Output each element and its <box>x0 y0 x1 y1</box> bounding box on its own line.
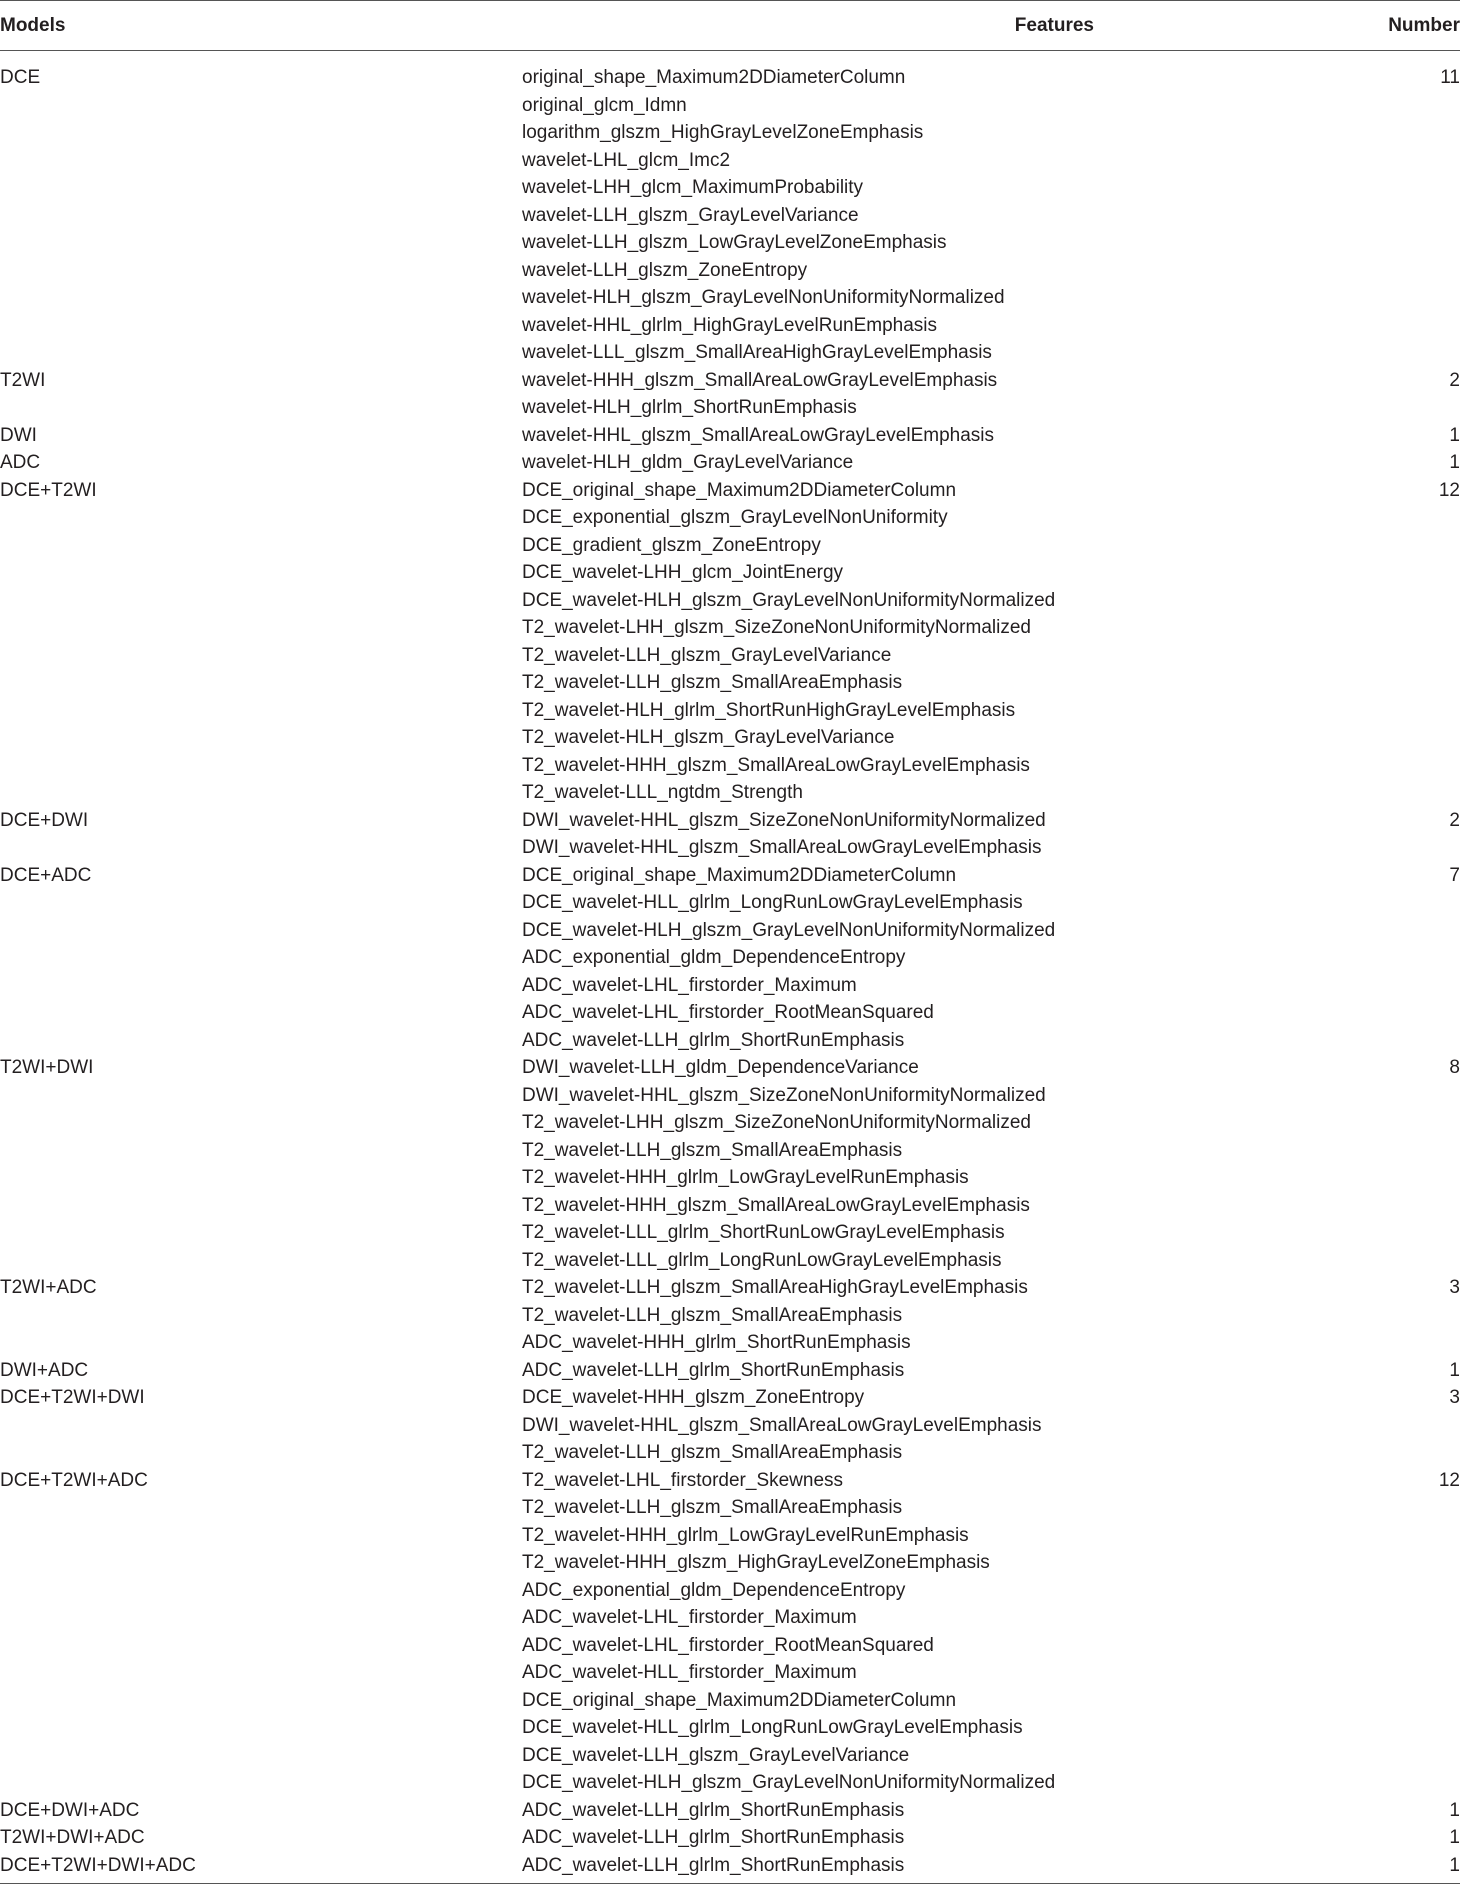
table-row <box>0 1357 1460 1385</box>
model-cell: DCE+ADC <box>0 864 92 886</box>
feature-item: T2_wavelet-LLH_glszm_SmallAreaHighGrayLevelEmphasis <box>522 1277 1028 1298</box>
features-cell <box>522 367 1344 422</box>
model-cell: T2WI+DWI <box>0 1057 94 1078</box>
feature-item: T2_wavelet-HHH_glszm_SmallAreaLowGrayLevelEmphasis <box>522 754 1030 776</box>
number-cell: 1 <box>1449 1854 1460 1876</box>
features-cell <box>522 64 1344 367</box>
table-header <box>0 1 1460 51</box>
number-cell: 12 <box>1438 479 1460 501</box>
feature-item: T2_wavelet-LLL_ngtdm_Strength <box>522 782 803 803</box>
feature-item: DCE_wavelet-HHH_glszm_ZoneEntropy <box>522 1387 865 1408</box>
feature-item: T2_wavelet-HHH_glszm_HighGrayLevelZoneEmphasis <box>522 1552 990 1573</box>
model-cell: DWI+ADC <box>0 1359 89 1381</box>
feature-item: T2_wavelet-LLH_glszm_SmallAreaEmphasis <box>522 672 903 693</box>
header-number: Number <box>1388 14 1460 36</box>
feature-item: wavelet-HLH_glrlm_ShortRunEmphasis <box>522 397 857 418</box>
table-row <box>0 64 1460 367</box>
feature-item: T2_wavelet-HLH_glszm_GrayLevelVariance <box>522 727 895 748</box>
feature-item: wavelet-LLH_glszm_GrayLevelVariance <box>522 204 859 226</box>
feature-item: wavelet-HHL_glrlm_HighGrayLevelRunEmphasis <box>522 314 938 336</box>
number-cell: 2 <box>1449 369 1460 391</box>
feature-item: ADC_wavelet-LLH_glrlm_ShortRunEmphasis <box>522 1854 905 1876</box>
feature-item: T2_wavelet-HHH_glrlm_LowGrayLevelRunEmphasis <box>522 1167 969 1188</box>
table-row <box>0 862 1460 1055</box>
feature-item: T2_wavelet-LHL_firstorder_Skewness <box>522 1469 844 1491</box>
feature-item: DCE_wavelet-HLL_glrlm_LongRunLowGrayLevelEmphasis <box>522 892 1023 913</box>
feature-item: ADC_wavelet-LLH_glrlm_ShortRunEmphasis <box>522 1029 905 1051</box>
feature-item: ADC_wavelet-HHH_glrlm_ShortRunEmphasis <box>522 1332 911 1353</box>
model-cell: T2WI <box>0 369 46 391</box>
feature-item: T2_wavelet-HLH_glrlm_ShortRunHighGrayLevelEmphasis <box>522 699 1016 721</box>
feature-item: DWI_wavelet-HHL_glszm_SmallAreaLowGrayLevelEmphasis <box>522 837 1042 858</box>
number-cell: 3 <box>1449 1277 1460 1298</box>
feature-item: DWI_wavelet-HHL_glszm_SmallAreaLowGrayLevelEmphasis <box>522 1414 1042 1436</box>
number-cell: 1 <box>1449 424 1460 446</box>
feature-item: wavelet-LLL_glszm_SmallAreaHighGrayLevelEmphasis <box>522 342 992 363</box>
features-cell <box>522 807 1344 862</box>
features-cell <box>522 1384 1344 1467</box>
features-cell <box>522 1852 1344 1880</box>
number-cell: 1 <box>1449 452 1460 473</box>
model-cell: DCE+T2WI+DWI+ADC <box>0 1854 196 1876</box>
feature-item: T2_wavelet-LLH_glszm_SmallAreaEmphasis <box>522 1442 903 1463</box>
feature-item: wavelet-HHH_glszm_SmallAreaLowGrayLevelEmphasis <box>522 369 998 391</box>
feature-item: ADC_wavelet-LLH_glrlm_ShortRunEmphasis <box>522 1799 905 1821</box>
feature-item: DCE_wavelet-HLL_glrlm_LongRunLowGrayLevelEmphasis <box>522 1717 1023 1738</box>
feature-item: T2_wavelet-LHH_glszm_SizeZoneNonUniformityNormalized <box>522 617 1031 638</box>
features-cell <box>522 1467 1344 1797</box>
feature-item: wavelet-LLH_glszm_ZoneEntropy <box>522 259 808 281</box>
model-cell: T2WI+DWI+ADC <box>0 1827 145 1848</box>
number-cell: 1 <box>1449 1799 1460 1821</box>
feature-item: wavelet-HLH_glszm_GrayLevelNonUniformityNormalized <box>522 287 1005 308</box>
feature-item: DCE_original_shape_Maximum2DDiameterColumn <box>522 1689 957 1711</box>
feature-item: T2_wavelet-LLL_glrlm_ShortRunLowGrayLevelEmphasis <box>522 1222 1005 1243</box>
model-cell: DCE+T2WI+DWI <box>0 1387 145 1408</box>
features-cell <box>522 862 1344 1055</box>
feature-item: T2_wavelet-LLH_glszm_SmallAreaEmphasis <box>522 1139 903 1161</box>
number-cell: 2 <box>1449 809 1460 831</box>
table-row <box>0 1467 1460 1797</box>
feature-item: T2_wavelet-LLL_glrlm_LongRunLowGrayLevelEmphasis <box>522 1249 1002 1271</box>
feature-item: T2_wavelet-HHH_glszm_SmallAreaLowGrayLevelEmphasis <box>522 1194 1030 1216</box>
features-cell <box>522 477 1344 807</box>
feature-item: DCE_wavelet-HLH_glszm_GrayLevelNonUniformityNormalized <box>522 919 1056 941</box>
feature-item: wavelet-HLH_gldm_GrayLevelVariance <box>522 452 854 473</box>
feature-item: ADC_wavelet-HLL_firstorder_Maximum <box>522 1662 857 1683</box>
number-cell: 12 <box>1438 1469 1460 1491</box>
table-row <box>0 422 1460 450</box>
features-cell <box>522 1824 1344 1852</box>
number-cell: 11 <box>1440 67 1460 88</box>
feature-item: DCE_wavelet-LLH_glszm_GrayLevelVariance <box>522 1744 910 1766</box>
feature-item: DCE_original_shape_Maximum2DDiameterColumn <box>522 479 957 501</box>
features-cell <box>522 422 1344 450</box>
feature-item: ADC_exponential_gldm_DependenceEntropy <box>522 947 906 968</box>
feature-item: T2_wavelet-LLH_glszm_GrayLevelVariance <box>522 644 892 666</box>
number-cell: 1 <box>1449 1359 1460 1381</box>
feature-item: ADC_wavelet-LHL_firstorder_RootMeanSquared <box>522 1634 934 1656</box>
feature-item: wavelet-LHH_glcm_MaximumProbability <box>522 177 864 198</box>
number-cell: 3 <box>1449 1387 1460 1408</box>
table-row <box>0 1797 1460 1825</box>
table-body <box>0 51 1460 1883</box>
feature-item: T2_wavelet-LLH_glszm_SmallAreaEmphasis <box>522 1497 903 1518</box>
features-cell <box>522 1357 1344 1385</box>
feature-item: ADC_wavelet-LHL_firstorder_Maximum <box>522 1607 857 1628</box>
feature-item: DWI_wavelet-HHL_glszm_SizeZoneNonUniformityNormalized <box>522 809 1046 831</box>
table-row <box>0 1824 1460 1852</box>
table-row <box>0 477 1460 807</box>
feature-item: DCE_original_shape_Maximum2DDiameterColumn <box>522 864 957 886</box>
feature-item: ADC_exponential_gldm_DependenceEntropy <box>522 1579 906 1601</box>
feature-item: wavelet-LHL_glcm_Imc2 <box>522 149 731 171</box>
number-cell: 8 <box>1449 1057 1460 1078</box>
table-row <box>0 1274 1460 1357</box>
model-cell: DCE+DWI <box>0 809 89 831</box>
features-cell <box>522 1054 1344 1274</box>
feature-item: T2_wavelet-HHH_glrlm_LowGrayLevelRunEmphasis <box>522 1524 969 1546</box>
feature-item: original_shape_Maximum2DDiameterColumn <box>522 67 906 88</box>
table-row <box>0 367 1460 422</box>
table-row <box>0 1054 1460 1274</box>
feature-item: ADC_wavelet-LLH_glrlm_ShortRunEmphasis <box>522 1827 905 1848</box>
features-cell <box>522 1274 1344 1357</box>
model-cell: ADC <box>0 452 41 473</box>
model-cell: DCE <box>0 67 41 88</box>
feature-item: DCE_exponential_glszm_GrayLevelNonUniformity <box>522 507 948 528</box>
number-cell: 7 <box>1449 864 1460 886</box>
feature-item: T2_wavelet-LLH_glszm_SmallAreaEmphasis <box>522 1304 903 1326</box>
number-cell: 1 <box>1449 1827 1460 1848</box>
feature-item: wavelet-HHL_glszm_SmallAreaLowGrayLevelEmphasis <box>522 424 995 446</box>
header-features: Features <box>1014 14 1094 36</box>
model-cell: DCE+T2WI <box>0 479 97 501</box>
feature-item: T2_wavelet-LHH_glszm_SizeZoneNonUniformityNormalized <box>522 1112 1031 1133</box>
model-cell: DCE+DWI+ADC <box>0 1799 140 1821</box>
features-cell <box>522 1797 1344 1825</box>
feature-item: DCE_wavelet-HLH_glszm_GrayLevelNonUniformityNormalized <box>522 589 1056 611</box>
table-row <box>0 1384 1460 1467</box>
feature-item: original_glcm_Idmn <box>522 94 687 116</box>
features-cell <box>522 449 1344 477</box>
feature-item: wavelet-LLH_glszm_LowGrayLevelZoneEmphasis <box>522 232 947 253</box>
feature-item: ADC_wavelet-LHL_firstorder_RootMeanSquared <box>522 1002 934 1023</box>
feature-item: DCE_wavelet-LHH_glcm_JointEnergy <box>522 562 844 583</box>
feature-item: DWI_wavelet-HHL_glszm_SizeZoneNonUniformityNormalized <box>522 1084 1046 1106</box>
feature-item: DCE_wavelet-HLH_glszm_GrayLevelNonUniformityNormalized <box>522 1772 1056 1793</box>
feature-item: DCE_gradient_glszm_ZoneEntropy <box>522 534 821 556</box>
model-cell: T2WI+ADC <box>0 1277 97 1298</box>
table-row <box>0 449 1460 477</box>
feature-item: ADC_wavelet-LLH_glrlm_ShortRunEmphasis <box>522 1359 905 1381</box>
feature-item: logarithm_glszm_HighGrayLevelZoneEmphasis <box>522 122 924 143</box>
feature-item: ADC_wavelet-LHL_firstorder_Maximum <box>522 974 857 996</box>
table-row <box>0 807 1460 862</box>
model-cell: DCE+T2WI+ADC <box>0 1469 148 1491</box>
table-row <box>0 1852 1460 1880</box>
feature-item: DWI_wavelet-LLH_gldm_DependenceVariance <box>522 1057 919 1078</box>
header-models: Models <box>0 14 66 36</box>
model-cell: DWI <box>0 424 37 446</box>
